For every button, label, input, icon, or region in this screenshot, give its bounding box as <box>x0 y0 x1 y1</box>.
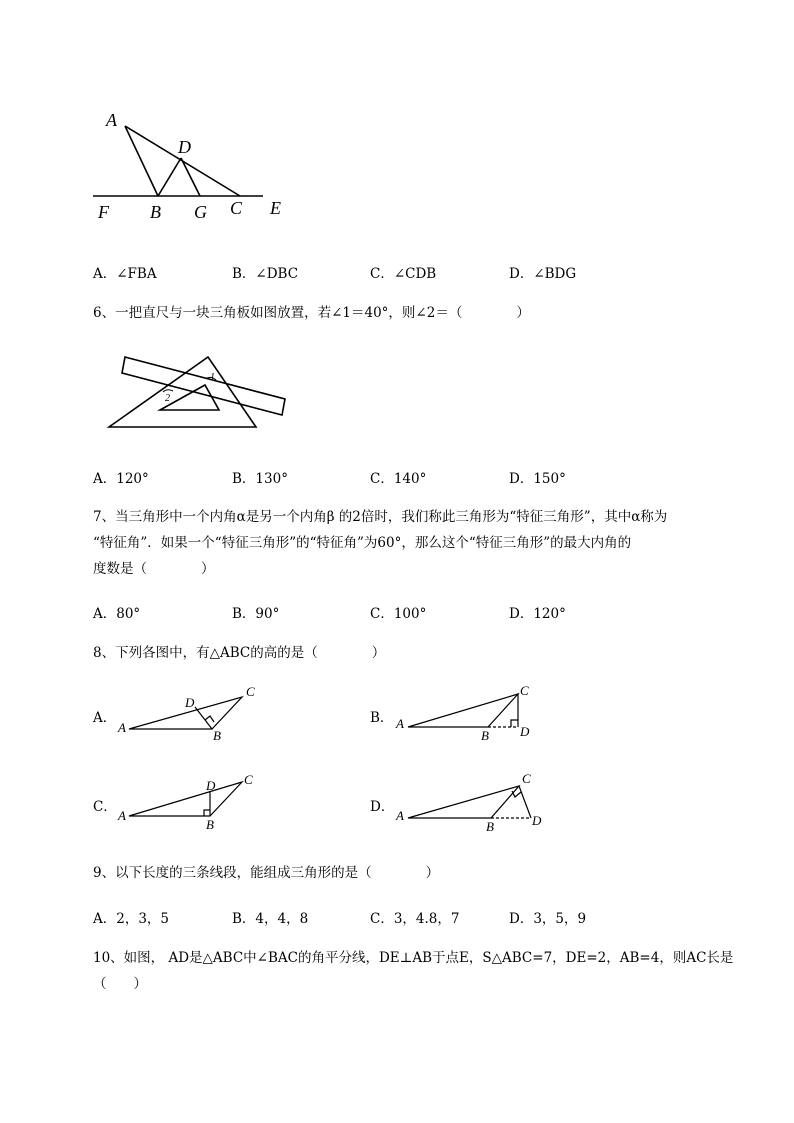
q9-option-c[interactable]: C．3，4.8，7 <box>370 911 460 927</box>
q5-figure <box>88 108 308 230</box>
q7-option-a[interactable]: A．80° <box>93 606 141 622</box>
label-a: A <box>396 808 404 823</box>
q6-option-a[interactable]: A．120° <box>93 471 149 487</box>
label-d: D <box>206 778 216 793</box>
label-d: D <box>532 813 542 828</box>
label-d: D <box>520 724 530 739</box>
q7-option-b[interactable]: B．90° <box>232 606 280 622</box>
line-dg <box>181 158 200 196</box>
q5-option-b[interactable]: B．∠DBC <box>232 266 299 282</box>
label-a: A <box>118 808 126 823</box>
label-b: B <box>213 728 221 743</box>
label-a: A <box>396 716 404 731</box>
label-c: C <box>522 771 531 786</box>
angle-2-label: 2 <box>165 393 170 404</box>
label-c: C <box>244 772 253 787</box>
q8-option-b[interactable]: B． <box>370 710 394 726</box>
q5-option-d[interactable]: D．∠BDG <box>509 266 577 282</box>
q7-line1: 7、当三角形中一个内角α是另一个内角β 的2倍时，我们称此三角形为“特征三角形”，其中α称为 <box>93 509 668 525</box>
line-bd <box>158 158 181 196</box>
label-b: B <box>150 202 161 222</box>
q8-option-d[interactable]: D． <box>370 799 395 815</box>
q8-figure-b <box>391 682 541 744</box>
label-c: C <box>230 198 243 218</box>
q7-option-d[interactable]: D．120° <box>509 606 566 622</box>
q10-line2: （ ） <box>93 976 147 992</box>
label-a: A <box>118 720 126 735</box>
q9-option-b[interactable]: B．4，4，8 <box>232 911 309 927</box>
q8-figure-c <box>112 770 272 832</box>
q8-figure-a <box>112 682 272 744</box>
q7-line3: 度数是（ ） <box>93 561 215 577</box>
label-b: B <box>206 817 214 832</box>
q7-line2: “特征角”．如果一个“特征三角形”的“特征角”为60°，那么这个“特征三角形”的最大内角的 <box>93 535 632 551</box>
q6-option-d[interactable]: D．150° <box>509 471 566 487</box>
q9-option-d[interactable]: D．3，5，9 <box>509 911 587 927</box>
q5-option-c[interactable]: C．∠CDB <box>370 266 437 282</box>
q6-figure <box>104 350 294 434</box>
q8-option-c[interactable]: C． <box>93 799 117 815</box>
label-d: D <box>185 695 195 710</box>
q8-option-a[interactable]: A． <box>93 710 117 726</box>
label-b: B <box>481 728 489 743</box>
q8-text: 8、下列各图中，有△ABC的高的是（ ） <box>93 645 386 661</box>
q6-option-b[interactable]: B．130° <box>232 471 288 487</box>
q7-option-c[interactable]: C．100° <box>370 606 427 622</box>
q5-option-a[interactable]: A．∠FBA <box>93 266 157 282</box>
q6-option-c[interactable]: C．140° <box>370 471 427 487</box>
q6-text: 6、一把直尺与一块三角板如图放置，若∠1＝40°，则∠2＝（ ） <box>93 305 530 321</box>
label-c: C <box>520 683 529 698</box>
label-f: F <box>98 202 109 222</box>
label-d: D <box>178 137 191 157</box>
q10-line1: 10、如图， AD是△ABC中∠BAC的角平分线，DE⊥AB于点E，S△ABC=7，DE=2，AB=4，则AC长是 <box>93 950 734 966</box>
label-a: A <box>106 110 117 130</box>
angle-1-label: 1 <box>210 372 215 383</box>
q9-option-a[interactable]: A．2，3，5 <box>93 911 170 927</box>
label-b: B <box>486 819 494 832</box>
label-g: G <box>194 202 207 222</box>
q8-figure-d <box>391 770 551 832</box>
triangle-outer <box>109 357 256 427</box>
q9-text: 9、以下长度的三条线段，能组成三角形的是（ ） <box>93 865 440 881</box>
label-c: C <box>246 684 255 699</box>
label-e: E <box>270 198 281 218</box>
